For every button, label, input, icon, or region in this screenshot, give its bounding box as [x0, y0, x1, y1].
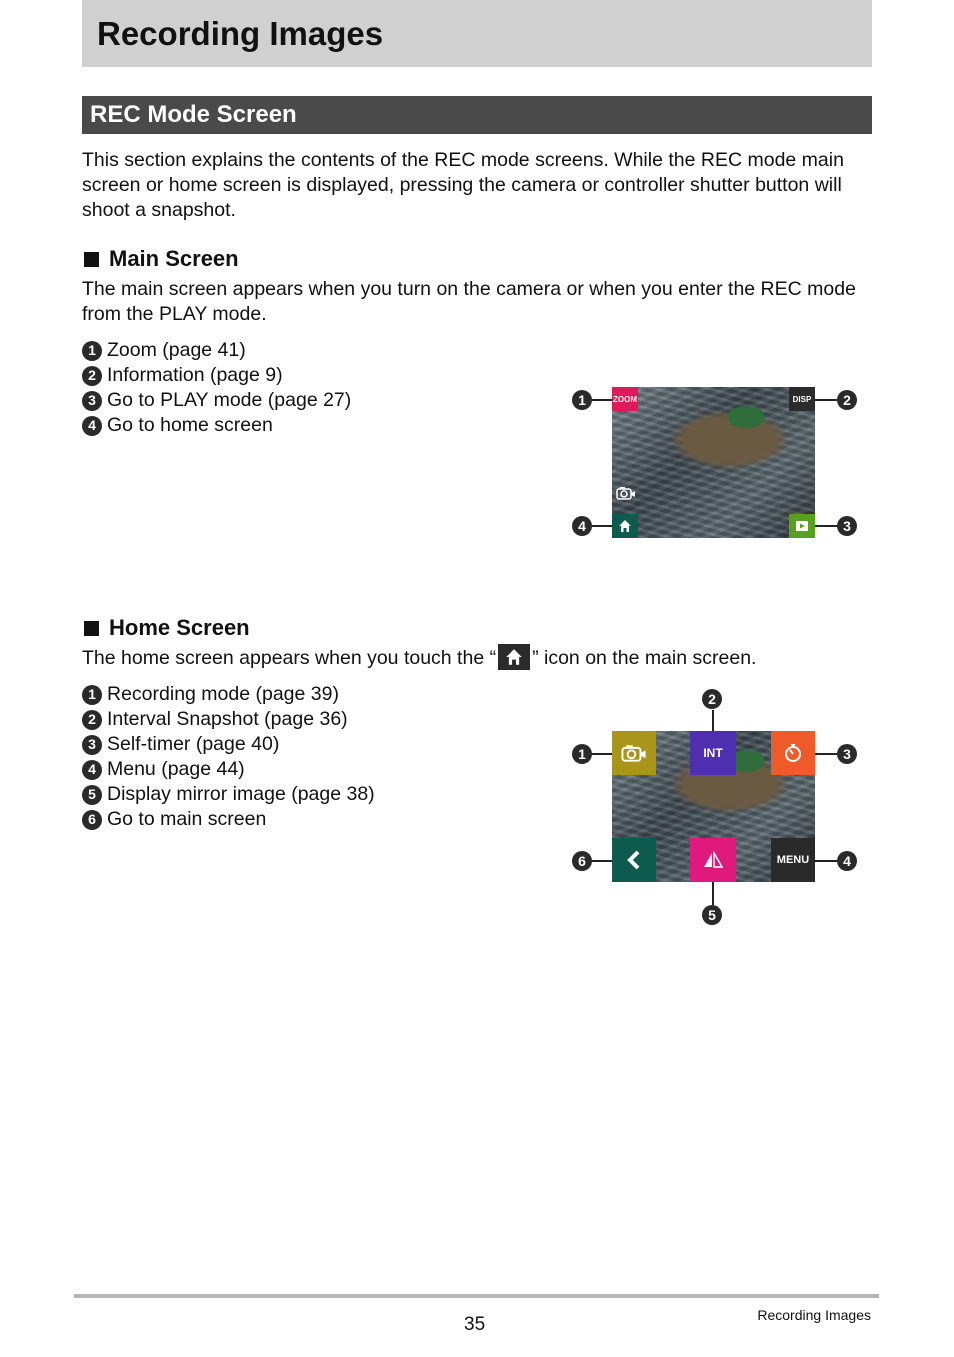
list-item: [82, 413, 351, 438]
footer-label: Recording Images: [757, 1307, 871, 1323]
home-icon: [498, 644, 530, 670]
home-screen-list: [82, 682, 375, 832]
list-item: [82, 363, 351, 388]
list-item-label: Zoom (page 41): [107, 339, 246, 361]
description-text: ” icon on the main screen.: [532, 647, 757, 670]
list-item-label: Display mirror image (page 38): [107, 783, 375, 805]
list-item-label: Menu (page 44): [107, 758, 245, 780]
number-badge: 3: [82, 735, 102, 755]
home-screen-photo: [612, 731, 815, 882]
list-item-label: Interval Snapshot (page 36): [107, 708, 348, 730]
callout-badge: 6: [572, 851, 592, 871]
number-badge: 1: [82, 685, 102, 705]
menu-button[interactable]: [771, 838, 815, 882]
callout-badge: 2: [837, 390, 857, 410]
section-title: REC Mode Screen: [90, 101, 297, 128]
number-badge: 1: [82, 341, 102, 361]
recording-mode-button[interactable]: [612, 731, 656, 775]
page-title: Recording Images: [97, 15, 384, 52]
callout-badge: 2: [702, 689, 722, 709]
callout-line: [815, 525, 837, 527]
camera-mode-icon: [621, 744, 647, 762]
chevron-left-icon: [625, 849, 643, 871]
callout-line: [712, 882, 714, 905]
list-item-label: Self-timer (page 40): [107, 733, 280, 755]
main-screen-photo: [612, 387, 815, 538]
list-item-label: Go to PLAY mode (page 27): [107, 389, 352, 411]
page-title-bar: [82, 0, 872, 67]
back-button[interactable]: [612, 838, 656, 882]
number-badge: 4: [82, 760, 102, 780]
callout-line: [815, 399, 837, 401]
play-mode-icon: [795, 520, 809, 532]
zoom-button[interactable]: [612, 387, 638, 411]
list-item-label: Recording mode (page 39): [107, 683, 339, 705]
callout-badge: 5: [702, 905, 722, 925]
self-timer-button[interactable]: [771, 731, 815, 775]
home-screen-description: [82, 646, 872, 672]
callout-line: [815, 860, 837, 862]
list-item: [82, 338, 351, 363]
callout-line: [592, 753, 612, 755]
disp-label: DISP: [792, 394, 812, 404]
section-title-bar: [82, 96, 872, 134]
camera-mode-icon: [616, 486, 636, 500]
main-screen-description: The main screen appears when you turn on the camera or when you enter the REC mode from the PLAY mode.: [82, 278, 856, 325]
list-item: [82, 757, 375, 782]
callout-badge: 4: [572, 516, 592, 536]
home-button[interactable]: [612, 514, 638, 538]
interval-snapshot-button[interactable]: [690, 731, 736, 775]
timer-icon: [782, 742, 804, 764]
square-bullet-icon: [84, 621, 99, 636]
home-icon: [618, 519, 632, 533]
menu-label: MENU: [776, 854, 810, 866]
number-badge: 2: [82, 366, 102, 386]
main-screen-heading: [82, 246, 239, 272]
list-item-label: Go to main screen: [107, 808, 267, 830]
int-label: INT: [703, 746, 723, 760]
callout-badge: 3: [837, 744, 857, 764]
callout-badge: 4: [837, 851, 857, 871]
callout-line: [712, 710, 714, 731]
number-badge: 5: [82, 785, 102, 805]
list-item: [82, 807, 375, 832]
footer-rule: [74, 1294, 879, 1298]
home-screen-heading-text: Home Screen: [109, 615, 250, 640]
callout-line: [592, 525, 612, 527]
disp-button[interactable]: [789, 387, 815, 411]
square-bullet-icon: [84, 252, 99, 267]
number-badge: 6: [82, 810, 102, 830]
callout-badge: 1: [572, 390, 592, 410]
list-item: [82, 682, 375, 707]
list-item: [82, 732, 375, 757]
intro-paragraph: This section explains the contents of the REC mode screens. While the REC mode main screen or home screen is displayed, pressing the camera or controller shutter button will shoot a snapshot.: [82, 149, 844, 221]
list-item-label: Go to home screen: [107, 414, 273, 436]
main-screen-heading-text: Main Screen: [109, 246, 239, 271]
main-screen-list: [82, 338, 351, 438]
callout-line: [592, 399, 612, 401]
list-item: [82, 782, 375, 807]
number-badge: 2: [82, 710, 102, 730]
number-badge: 4: [82, 416, 102, 436]
number-badge: 3: [82, 391, 102, 411]
mirror-icon: [702, 851, 724, 869]
list-item-label: Information (page 9): [107, 364, 283, 386]
zoom-label: ZOOM: [613, 394, 637, 404]
list-item: [82, 388, 351, 413]
home-screen-heading: [82, 615, 250, 641]
page-number: 35: [464, 1314, 486, 1335]
list-item: [82, 707, 375, 732]
mirror-image-button[interactable]: [690, 838, 736, 882]
play-button[interactable]: [789, 514, 815, 538]
callout-badge: 1: [572, 744, 592, 764]
description-text: The home screen appears when you touch the “: [82, 647, 497, 670]
callout-line: [592, 860, 612, 862]
callout-badge: 3: [837, 516, 857, 536]
callout-line: [815, 753, 837, 755]
